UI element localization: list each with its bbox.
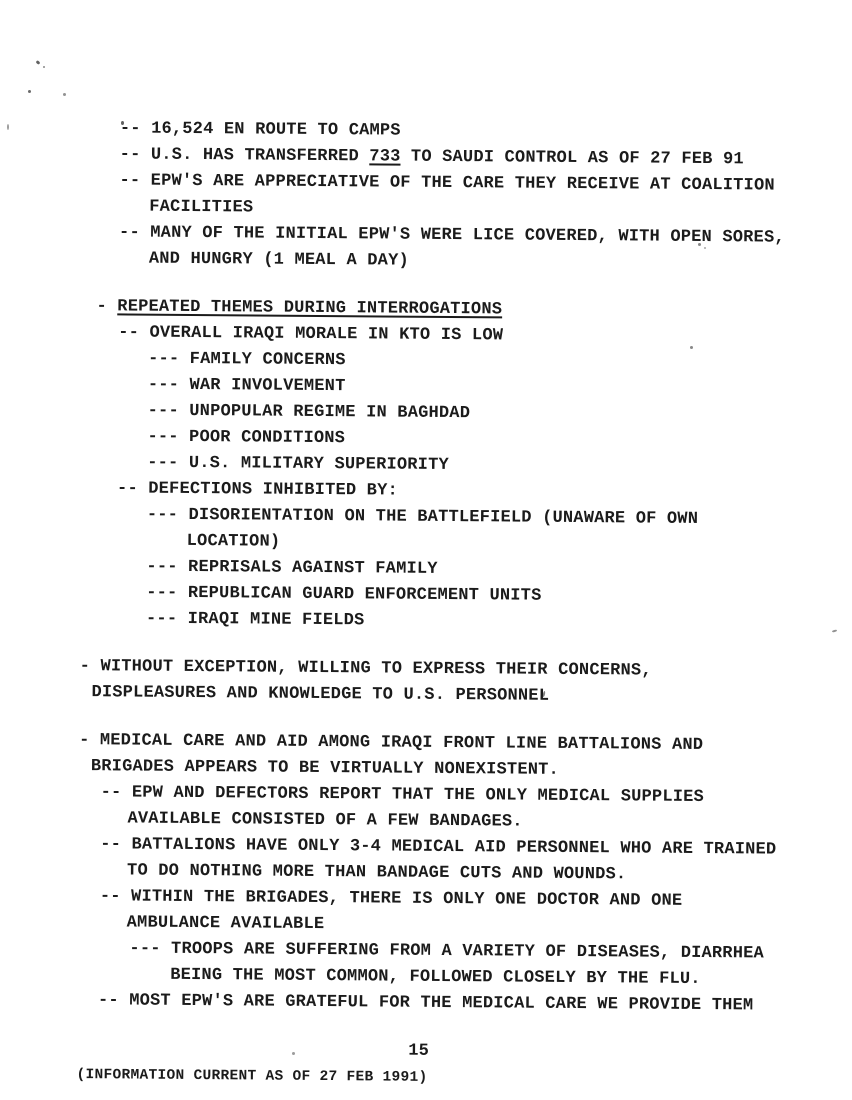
text-run: --- DISORIENTATION ON THE BATTLEFIELD (UNAWARE OF OWN [146,505,699,529]
text-run: - [96,297,118,317]
document-body [0,115,852,1020]
text-run: -- BATTALIONS HAVE ONLY 3-4 MEDICAL AID PERSONNEL WHO ARE TRAINED [100,835,777,860]
text-run: TO SAUDI CONTROL AS OF 27 FEB 91 [400,147,744,170]
doc-line [0,605,848,638]
text-run: -- MOST EPW'S ARE GRATEFUL FOR THE MEDICAL CARE WE PROVIDE THEM [97,991,754,1016]
text-run: -- OVERALL IRAQI MORALE IN KTO IS LOW [118,323,504,346]
scan-speck [63,93,66,96]
text-run: --- POOR CONDITIONS [147,427,346,449]
text-run: --- U.S. MILITARY SUPERIORITY [147,453,449,475]
text-run: -- 16,524 EN ROUTE TO CAMPS [119,119,401,141]
footer-note: (INFORMATION CURRENT AS OF 27 FEB 1991) [76,1067,428,1086]
text-run: --- UNPOPULAR REGIME IN BAGHDAD [147,401,471,424]
doc-line [0,679,848,712]
text-run: -- WITHIN THE BRIGADES, THERE IS ONLY ONE DOCTOR AND ONE [99,887,683,911]
text-run: --- WAR INVOLVEMENT [147,375,346,397]
page-content [0,115,852,1092]
scan-speck [36,60,41,65]
text-run: --- IRAQI MINE FIELDS [145,609,365,631]
underlined-text: REPEATED THEMES DURING INTERROGATIONS [117,297,503,320]
scan-speck [28,90,31,93]
text-run: BEING THE MOST COMMON, FOLLOWED CLOSELY BY THE FLU. [170,965,701,989]
text-run: - MEDICAL CARE AND AID AMONG IRAQI FRONT LINE BATTALIONS AND [79,731,704,755]
text-run: --- REPUBLICAN GUARD ENFORCEMENT UNITS [146,583,542,606]
text-run: -- DEFECTIONS INHIBITED BY: [116,479,398,501]
text-run: --- FAMILY CONCERNS [148,349,346,371]
text-run: AMBULANCE AVAILABLE [126,913,325,935]
text-run: -- U.S. HAS TRANSFERRED [119,145,370,167]
text-run: FACILITIES [149,197,254,218]
scan-speck [43,66,45,68]
text-run: -- EPW'S ARE APPRECIATIVE OF THE CARE THEY RECEIVE AT COALITION [119,171,775,196]
text-run: TO DO NOTHING MORE THAN BANDAGE CUTS AND WOUNDS. [126,861,627,885]
text-run: - WITHOUT EXCEPTION, WILLING TO EXPRESS THEIR CONCERNS, [79,657,652,681]
text-run: BRIGADES APPEARS TO BE VIRTUALLY NONEXISTENT. [90,757,560,780]
text-run: AVAILABLE CONSISTED OF A FEW BANDAGES. [127,809,523,832]
text-run: -- EPW AND DEFECTORS REPORT THAT THE ONLY MEDICAL SUPPLIES [100,783,705,807]
text-run: --- REPRISALS AGAINST FAMILY [146,557,438,579]
page-number: 15 [408,1041,430,1061]
text-run: -- MANY OF THE INITIAL EPW'S WERE LICE COVERED, WITH OPEN SORES, [119,223,785,248]
underlined-text: 733 [369,147,401,167]
doc-line [0,987,845,1020]
text-run: LOCATION) [186,531,281,552]
text-run: AND HUNGRY (1 MEAL A DAY) [148,249,409,271]
text-run: DISPLEASURES AND KNOWLEDGE TO U.S. PERSONNEL [91,683,550,706]
text-run: --- TROOPS ARE SUFFERING FROM A VARIETY OF DISEASES, DIARRHEA [129,939,765,964]
